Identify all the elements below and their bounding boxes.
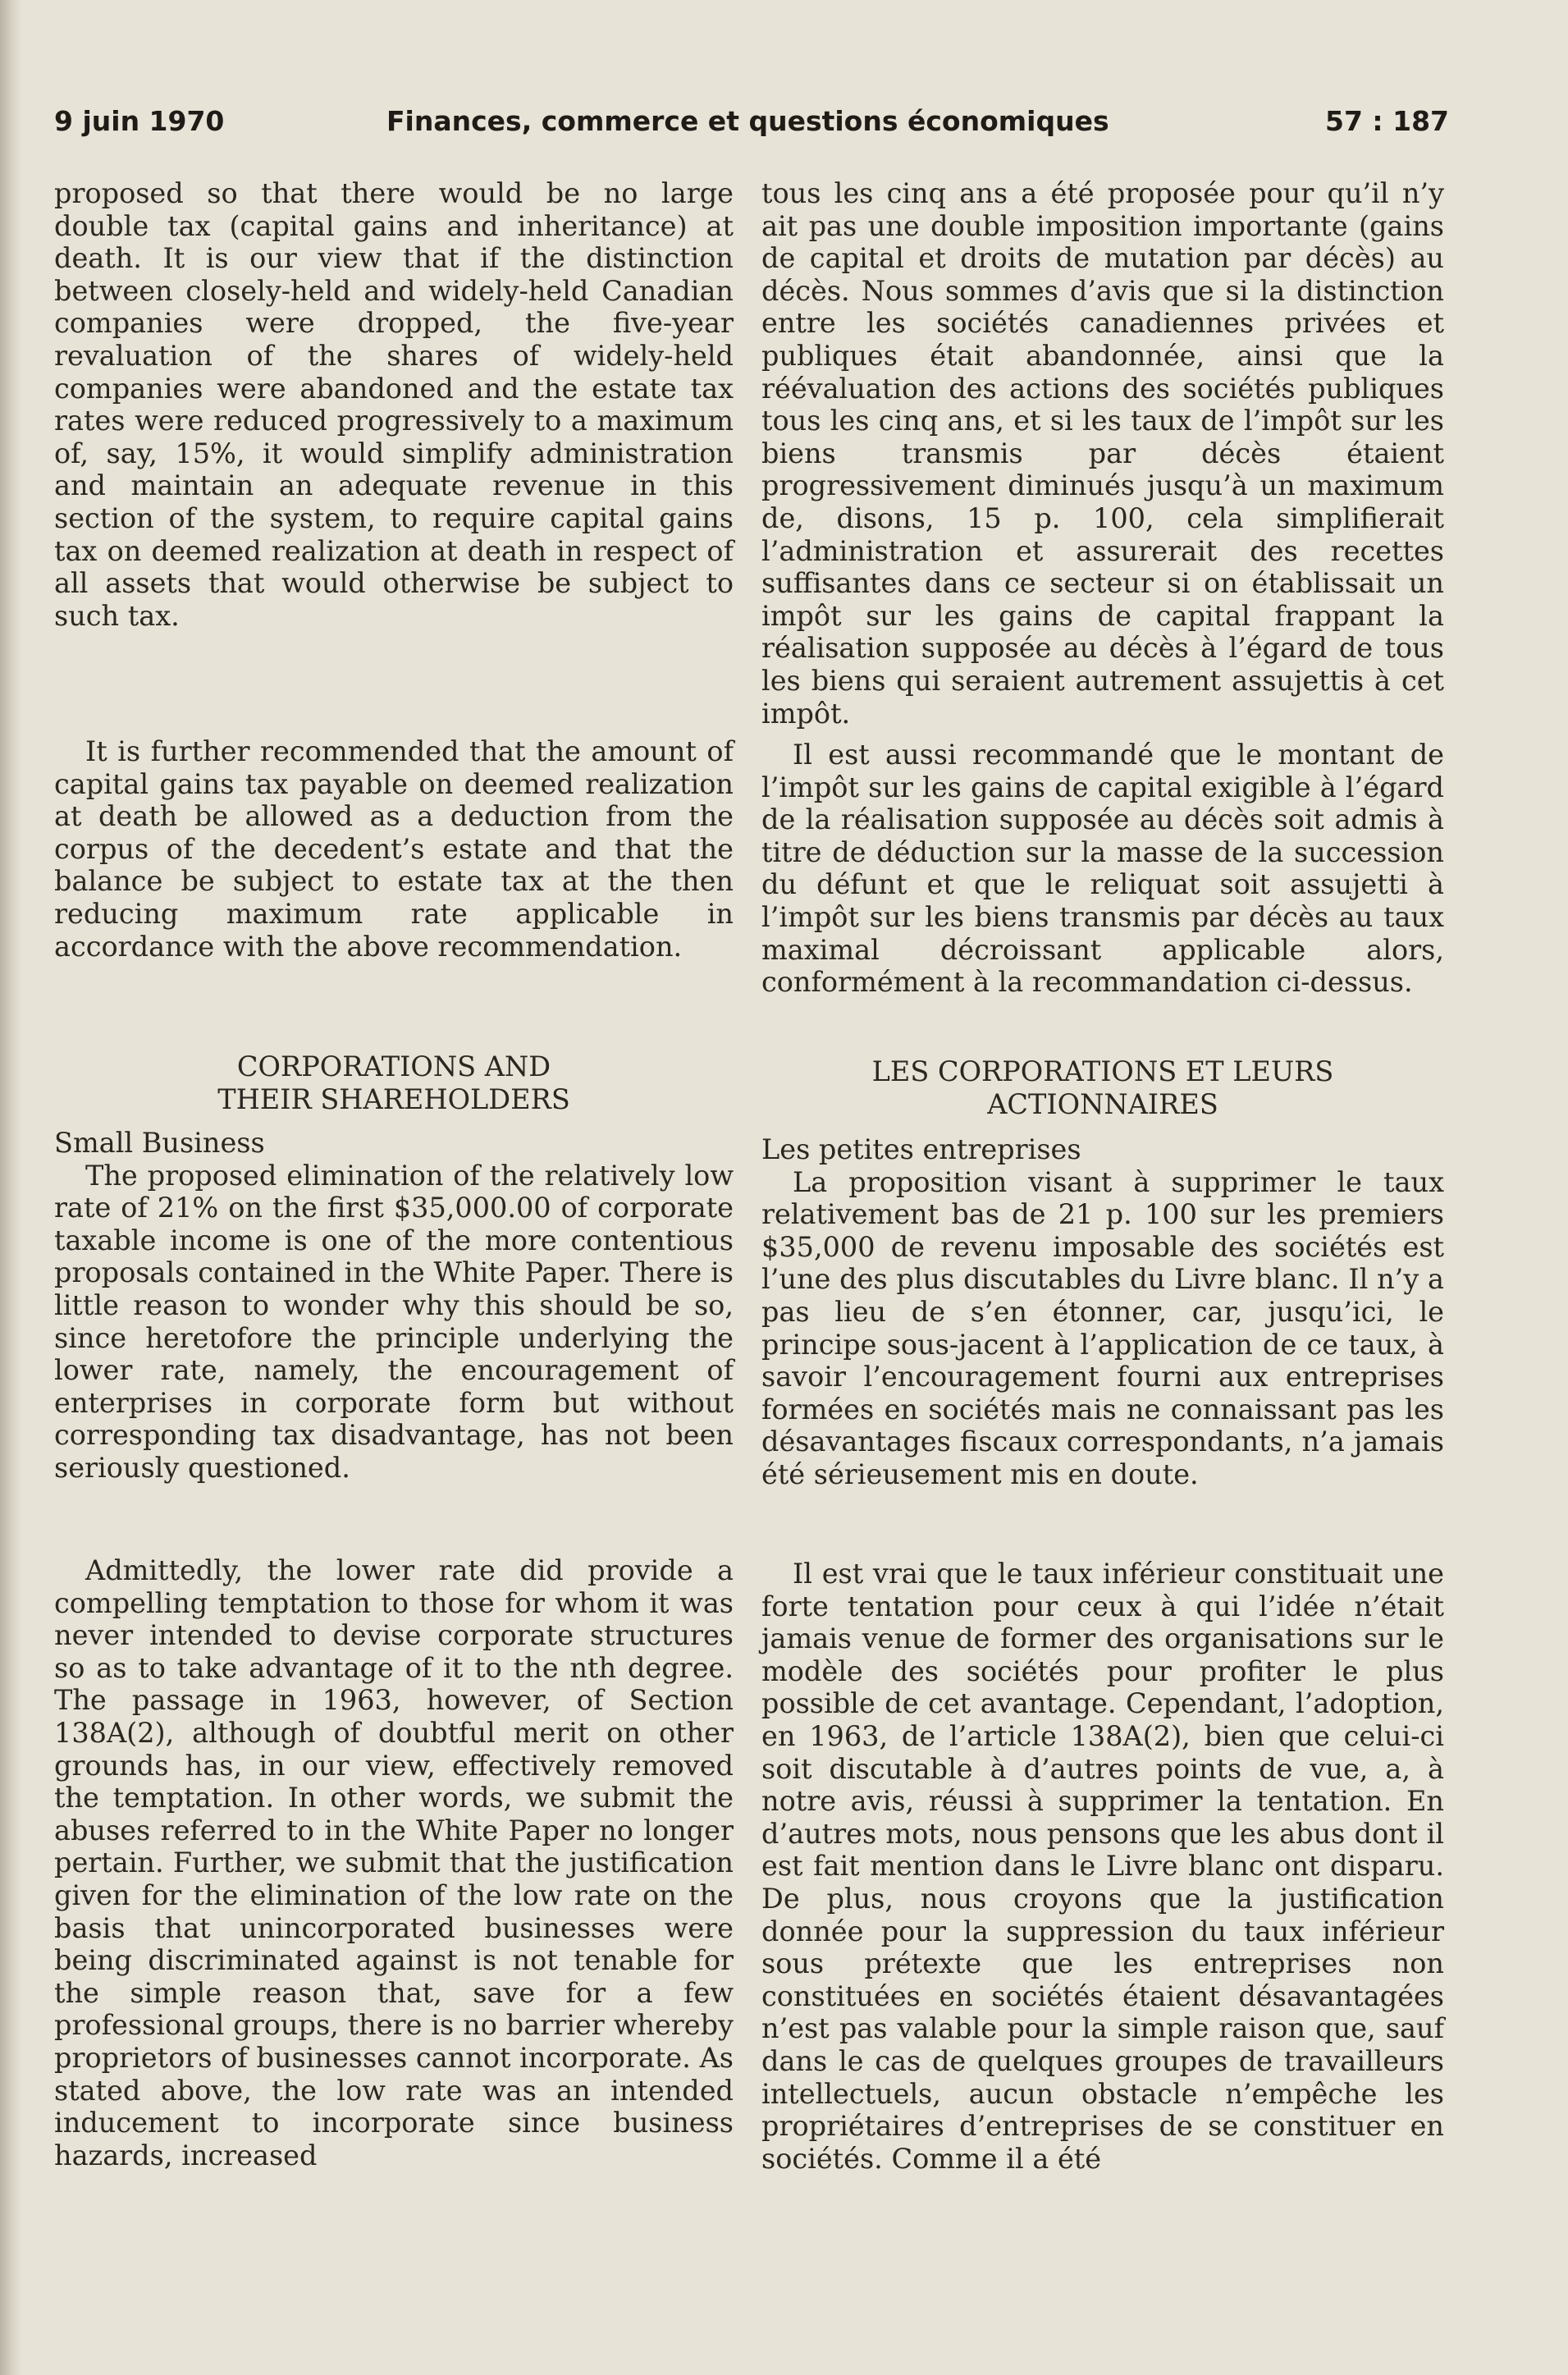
english-paragraph-1: proposed so that there would be no large double tax (capital gains and inheritance) at death. It is our view that if the distinction between closely-held and widely-held Canadian companies were dropped, the five-year revaluation of the shares of widely-held companies were abandoned and the estate tax rates were reduced progressively to a maximum of, say, 15%, it would simplify administration and maintain an adequate revenue in this section of the system, to require capital gains tax on deemed realization at death in respect of all assets that would otherwise be subject to such tax. bbox=[54, 177, 734, 632]
page-number: 57 : 187 bbox=[1325, 105, 1449, 137]
english-subheading: Small Business bbox=[54, 1127, 265, 1159]
english-paragraph-3: The proposed elimination of the relatively low rate of 21% on the first $35,000.00 of corporate taxable income is one of the more contentious proposals contained in the White Paper. There is little reason to wonder why this should be so, since heretofore the principle underlying the lower rate, namely, the encouragement of enterprises in corporate form but without corresponding tax disadvantage, has not been seriously questioned. bbox=[54, 1159, 734, 1484]
french-paragraph-3: La proposition visant à supprimer le taux relativement bas de 21 p. 100 sur les premiers $35,000 de revenu imposable des sociétés est l’une des plus discutables du Livre blanc. Il n’y a pas lieu de s’en étonner, car, jusqu’ici, le principe sous-jacent à l’application de ce taux, à savoir l’encouragement fourni aux entreprises formées en sociétés mais ne connaissant pas les désavantages fiscaux correspondants, n’a jamais été sérieusement mis en doute. bbox=[761, 1165, 1444, 1490]
french-subheading: Les petites entreprises bbox=[761, 1133, 1081, 1165]
header-title: Finances, commerce et questions économiques bbox=[386, 105, 1109, 137]
french-paragraph-4: Il est vrai que le taux inférieur constituait une forte tentation pour ceux à qui l’idée n’était jamais venue de former des organisations sur le modèle des sociétés pour profiter le plus possible de cet avantage. Cependant, l’adoption, en 1963, de l’article 138A(2), bien que celui-ci soit discutable à d’autres points de vue, a, à notre avis, réussi à supprimer la tentation. En d’autres mots, nous pensons que les abus dont il est fait mention dans le Livre blanc ont disparu. De plus, nous croyons que la justification donnée pour la suppression du taux inférieur sous prétexte que les entreprises non constituées en sociétés étaient désavantagées n’est pas valable pour la simple raison que, sauf dans le cas de quelques groupes de travailleurs intellectuels, aucun obstacle n’empêche les propriétaires d’entreprises de se constituer en sociétés. Comme il a été bbox=[761, 1558, 1444, 2175]
french-paragraph-2: Il est aussi recommandé que le montant de l’impôt sur les gains de capital exigible à l’égard de la réalisation supposée au décès soit admis à titre de déduction sur la masse de la succession du défunt et que le reliquat soit assujetti à l’impôt sur les biens transmis par décès au taux maximal décroissant applicable alors, conformément à la recommandation ci-dessus. bbox=[761, 739, 1444, 999]
english-paragraph-2: It is further recommended that the amount of capital gains tax payable on deemed realization at death be allowed as a deduction from the corpus of the decedent’s estate and that the balance be subject to estate tax at the then reducing maximum rate applicable in accordance with the above recommendation. bbox=[54, 735, 734, 963]
page-binding-edge bbox=[0, 0, 21, 2375]
french-section-heading-line-1: LES CORPORATIONS ET LEURS bbox=[871, 1055, 1334, 1087]
header-date: 9 juin 1970 bbox=[54, 105, 225, 137]
english-section-heading-line-1: CORPORATIONS AND bbox=[236, 1050, 551, 1082]
french-paragraph-1: tous les cinq ans a été proposée pour qu’il n’y ait pas une double imposition importante (gains de capital et droits de mutation par décès) au décès. Nous sommes d’avis que si la distinction entre les sociétés canadiennes privées et publiques était abandonnée, ainsi que la réévaluation des actions des sociétés publiques tous les cinq ans, et si les taux de l’impôt sur les biens transmis par décès étaient progressivement diminués jusqu’à un maximum de, disons, 15 p. 100, cela simplifierait l’administration et assurerait des recettes suffisantes dans ce secteur si on établissait un impôt sur les gains de capital frappant la réalisation supposée au décès à l’égard de tous les biens qui seraient autrement assujettis à cet impôt. bbox=[761, 177, 1444, 730]
running-header bbox=[54, 105, 1449, 144]
english-section-heading-line-2: THEIR SHAREHOLDERS bbox=[217, 1082, 570, 1115]
english-paragraph-4: Admittedly, the lower rate did provide a compelling temptation to those for whom it was never intended to devise corporate structures so as to take advantage of it to the nth degree. The passage in 1963, however, of Section 138A(2), although of doubtful merit on other grounds has, in our view, effectively removed the temptation. In other words, we submit the abuses referred to in the White Paper no longer pertain. Further, we submit that the justification given for the elimination of the low rate on the basis that unincorporated businesses were being discriminated against is not tenable for the simple reason that, save for a few professional groups, there is no barrier whereby proprietors of businesses cannot incorporate. As stated above, the low rate was an intended inducement to incorporate since business hazards, increased bbox=[54, 1554, 734, 2171]
french-section-heading-line-2: ACTIONNAIRES bbox=[987, 1087, 1218, 1120]
